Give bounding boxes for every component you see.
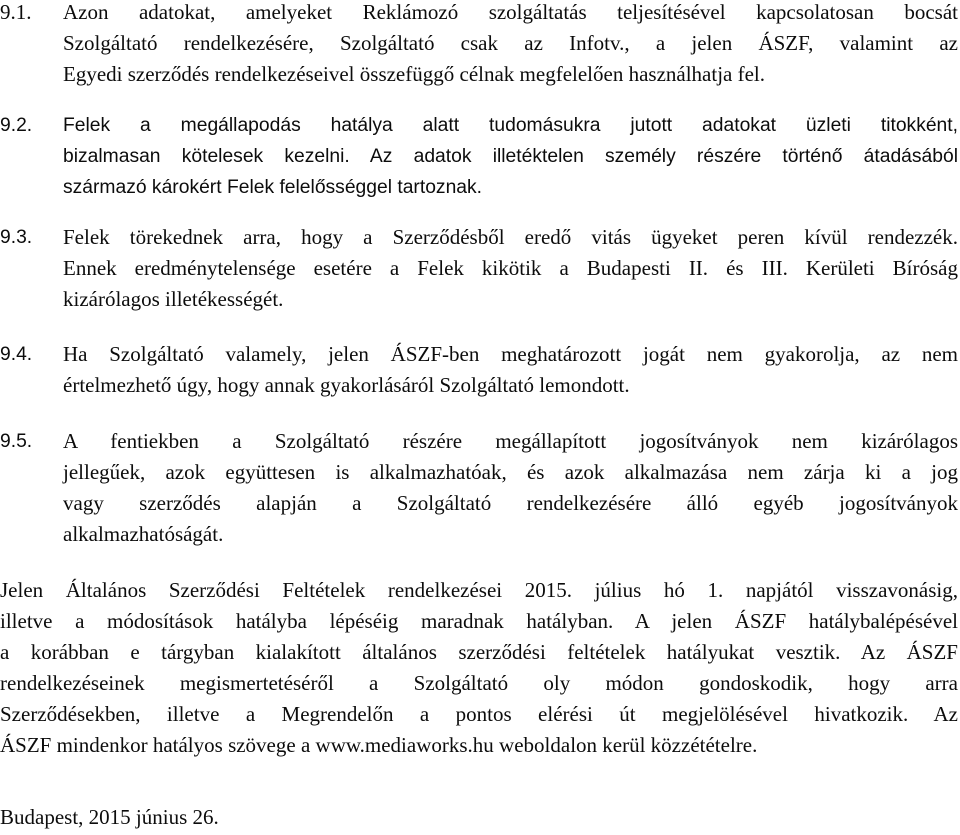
text-line: Ha Szolgáltató valamely, jelen ÁSZF-ben meghatározott jogát nem gyakorolja, az nem [63,342,958,366]
text-line: rendelkezéseinek megismertetéséről a Szolgáltató oly módon gondoskodik, hogy arra [0,671,958,695]
clause-number: 9.5. [0,431,33,452]
text-line: A fentiekben a Szolgáltató részére megállapított jogosítványok nem kizárólagos [63,429,958,453]
clause-number: 9.4. [0,344,33,365]
clause-text [63,426,958,550]
text-line: Felek a megállapodás hatálya alatt tudomásukra jutott adatokat üzleti titokként, [63,115,958,136]
closing-paragraph [0,575,958,761]
clause-text [63,339,958,401]
text-line: a korábban e tárgyban kialakított általános szerződési feltételek hatályukat vesztik. Az ÁSZF [0,640,958,664]
text-line: Szolgáltató rendelkezésére, Szolgáltató csak az Infotv., a jelen ÁSZF, valamint az [63,31,958,55]
clause-number: 9.1. [0,0,32,24]
clause-text [63,0,958,90]
text-line: kizárólagos illetékességét. [63,287,284,311]
text-line: Szerződésekben, illetve a Megrendelőn a pontos elérési út megjelölésével hivatkozik. Az [0,702,958,726]
clause-text [63,222,958,315]
text-line: ÁSZF mindenkor hatályos szövege a www.mediaworks.hu weboldalon kerül közzétételre. [0,733,758,757]
text-line: jellegűek, azok együttesen is alkalmazhatóak, és azok alkalmazása nem zárja ki a jog [63,460,958,484]
text-line: értelmezhető úgy, hogy annak gyakorlásáról Szolgáltató lemondott. [63,373,630,397]
text-line: illetve a módosítások hatályba lépéséig maradnak hatályban. A jelen ÁSZF hatálybalépésével [0,609,958,633]
text-line: Egyedi szerződés rendelkezéseivel összefüggő célnak megfelelően használhatja fel. [63,62,766,86]
clause-text [63,110,958,203]
text-line: alkalmazhatóságát. [63,522,224,546]
clause-number: 9.3. [0,227,33,248]
text-line: Jelen Általános Szerződési Feltételek rendelkezései 2015. július hó 1. napjától visszavonásig, [0,578,958,602]
clause-number: 9.2. [0,115,33,136]
place-and-date: Budapest, 2015 június 26. [0,805,219,829]
text-line: származó károkért Felek felelősséggel tartoznak. [63,177,483,198]
text-line: vagy szerződés alapján a Szolgáltató rendelkezésére álló egyéb jogosítványok [63,491,958,515]
text-line: Azon adatokat, amelyeket Reklámozó szolgáltatás teljesítésével kapcsolatosan bocsát [63,0,958,24]
text-line: Felek törekednek arra, hogy a Szerződésből eredő vitás ügyeket peren kívül rendezzék. [63,225,958,249]
text-line: bizalmasan kötelesek kezelni. Az adatok illetéktelen személy részére történő átadásából [63,146,958,167]
text-line: Ennek eredménytelensége esetére a Felek kikötik a Budapesti II. és III. Kerületi Bíróság [63,256,958,280]
